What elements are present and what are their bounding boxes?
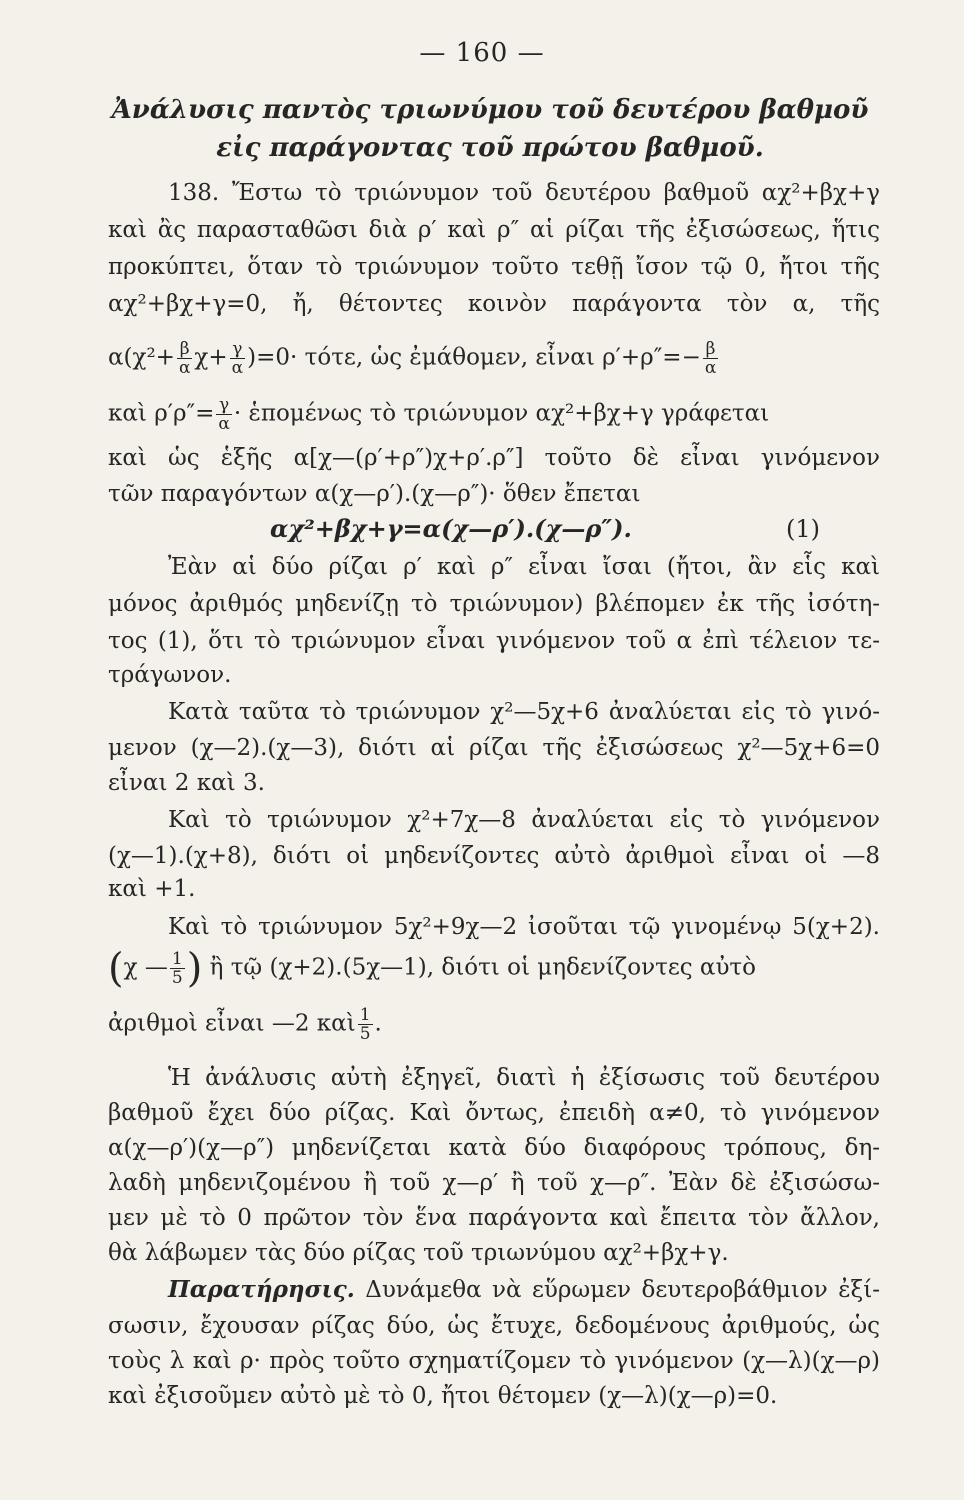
formula-line xyxy=(108,340,880,377)
formula-part: ἀριθμοὶ εἶναι —2 καὶ xyxy=(108,1010,356,1037)
text-line: α(χ—ρ′)(χ—ρ″) μηδενίζεται κατὰ δύο διαφόρους τρόπους, δη- xyxy=(108,1135,880,1161)
equation-text: αχ²+βχ+γ=α(χ—ρ′).(χ—ρ″). xyxy=(270,514,632,543)
remark-label: Παρατήρησις. xyxy=(168,1276,355,1303)
text-line: Ἐὰν αἱ δύο ρίζαι ρ′ καὶ ρ″ εἶναι ἴσαι (ἤτοι, ἂν εἷς καὶ xyxy=(168,554,880,580)
formula-part: ἢ τῷ (χ+2).(5χ—1), διότι οἱ μηδενίζοντες αὐτὸ xyxy=(209,954,757,981)
equation-1 xyxy=(270,514,820,544)
text-line: μεν μὲ τὸ 0 πρῶτον τὸν ἕνα παράγοντα καὶ ἔπειτα τὸν ἄλλον, xyxy=(108,1205,880,1231)
formula-part: )=0· τότε, ὡς ἐμάθομεν, εἶναι ρ′+ρ″=− xyxy=(247,344,701,371)
formula-part: · ἑπομένως τὸ τριώνυμον αχ²+βχ+γ γράφεται xyxy=(233,400,770,427)
formula-line xyxy=(108,1006,880,1043)
formula-line: (χ — $\frac{1}{5}$ ) ἢ τῷ (χ+2).(5χ—1), διότι οἱ μηδενίζοντες αὐτὸ xyxy=(108,945,757,992)
text-line: αχ²+βχ+γ=0, ἤ, θέτοντες κοινὸν παράγοντα τὸν α, τῆς xyxy=(108,291,880,317)
text-line: Κατὰ ταῦτα τὸ τριώνυμον χ²—5χ+6 ἀναλύεται εἰς τὸ γινό- xyxy=(168,699,880,725)
text-line: μόνος ἀριθμός μηδενίζῃ τὸ τριώνυμον) βλέπομεν ἐκ τῆς ἰσότη- xyxy=(108,591,880,617)
formula-part: χ+ xyxy=(194,344,228,371)
section-title-line-2: εἰς παράγοντας τοῦ πρώτου βαθμοῦ. xyxy=(216,133,764,163)
fraction-gamma-over-alpha: $\frac{\gamma}{\alpha}$ xyxy=(231,339,244,378)
text-line: καὶ ἂς παρασταθῶσι διὰ ρ′ καὶ ρ″ αἱ ρίζαι τῆς ἐξισώσεως, ἥτις xyxy=(108,217,880,243)
fraction-one-over-five: $\frac{1}{5}$ xyxy=(171,949,183,988)
formula-part: α(χ²+ xyxy=(108,344,175,371)
text-line: εἶναι 2 καὶ 3. xyxy=(108,770,265,796)
fraction-one-over-five-2: $\frac{1}{5}$ xyxy=(359,1005,371,1044)
equation-number: (1) xyxy=(786,515,820,543)
fraction-gamma-over-alpha-2: $\frac{\gamma}{\alpha}$ xyxy=(218,395,230,434)
formula-part: καὶ ρ′ρ″= xyxy=(108,400,215,427)
text-line: προκύπτει, ὅταν τὸ τριώνυμον τοῦτο τεθῇ ἴσον τῷ 0, ἤτοι τῆς xyxy=(108,254,880,280)
fraction-beta-over-alpha: $\frac{\beta}{\alpha}$ xyxy=(178,339,191,378)
text-line: Ἡ ἀνάλυσις αὐτὴ ἐξηγεῖ, διατὶ ἡ ἐξίσωσις τοῦ δευτέρου xyxy=(168,1065,880,1091)
text-line: καὶ ὡς ἑξῆς α[χ—(ρ′+ρ″)χ+ρ′.ρ″] τοῦτο δὲ εἶναι γινόμενον xyxy=(108,445,880,471)
section-title-line-1: Ἀνάλυσις παντὸς τριωνύμου τοῦ δευτέρου βαθμοῦ xyxy=(111,95,869,125)
formula-part: . xyxy=(374,1010,382,1037)
text-line: Καὶ τὸ τριώνυμον 5χ²+9χ—2 ἰσοῦται τῷ γινομένῳ 5(χ+2). xyxy=(168,914,880,940)
text-line: (χ—1).(χ+8), διότι οἱ μηδενίζοντες αὐτὸ ἀριθμοὶ εἶναι οἱ —8 xyxy=(108,843,880,869)
text-line: βαθμοῦ ἔχει δύο ρίζας. Καὶ ὄντως, ἐπειδὴ α≠0, τὸ γινόμενον xyxy=(108,1100,880,1126)
text-line: θὰ λάβωμεν τὰς δύο ρίζας τοῦ τριωνύμου αχ²+βχ+γ. xyxy=(108,1240,729,1266)
text-line: Καὶ τὸ τριώνυμον χ²+7χ—8 ἀναλύεται εἰς τὸ γινόμενον xyxy=(168,807,880,833)
text-line: λαδὴ μηδενιζομένου ἢ τοῦ χ—ρ′ ἢ τοῦ χ—ρ″. Ἐὰν δὲ ἐξισώσω- xyxy=(108,1170,880,1196)
text-line: σωσιν, ἔχουσαν ρίζας δύο, ὡς ἔτυχε, δεδομένους ἀριθμούς, ὡς xyxy=(108,1313,880,1339)
text-line: τοὺς λ καὶ ρ· πρὸς τοῦτο σχηματίζομεν τὸ γινόμενον (χ—λ)(χ—ρ) xyxy=(108,1348,880,1374)
text-line: τῶν παραγόντων α(χ—ρ′).(χ—ρ″)· ὅθεν ἔπεται xyxy=(108,481,641,507)
page-number: — 160 — xyxy=(419,38,545,68)
remark-text: Δυνάμεθα νὰ εὕρωμεν δευτεροβάθμιον ἐξί- xyxy=(365,1277,880,1303)
text-line: τος (1), ὅτι τὸ τριώνυμον εἶναι γινόμενον τοῦ α ἐπὶ τέλειον τε- xyxy=(108,628,880,654)
text-line: μενον (χ—2).(χ—3), διότι αἱ ρίζαι τῆς ἐξισώσεως χ²—5χ+6=0 xyxy=(108,735,880,761)
remark-line xyxy=(168,1275,880,1305)
text-line: 138. Ἔστω τὸ τριώνυμον τοῦ δευτέρου βαθμοῦ αχ²+βχ+γ xyxy=(168,180,880,206)
text-line: καὶ +1. xyxy=(108,876,196,902)
fraction-beta-over-alpha-2: $\frac{\beta}{\alpha}$ xyxy=(704,339,717,378)
text-line: τράγωνον. xyxy=(108,662,232,688)
formula-line xyxy=(108,396,880,433)
formula-part: χ — xyxy=(123,954,168,981)
text-line: καὶ ἐξισοῦμεν αὐτὸ μὲ τὸ 0, ἤτοι θέτομεν (χ—λ)(χ—ρ)=0. xyxy=(108,1383,778,1409)
